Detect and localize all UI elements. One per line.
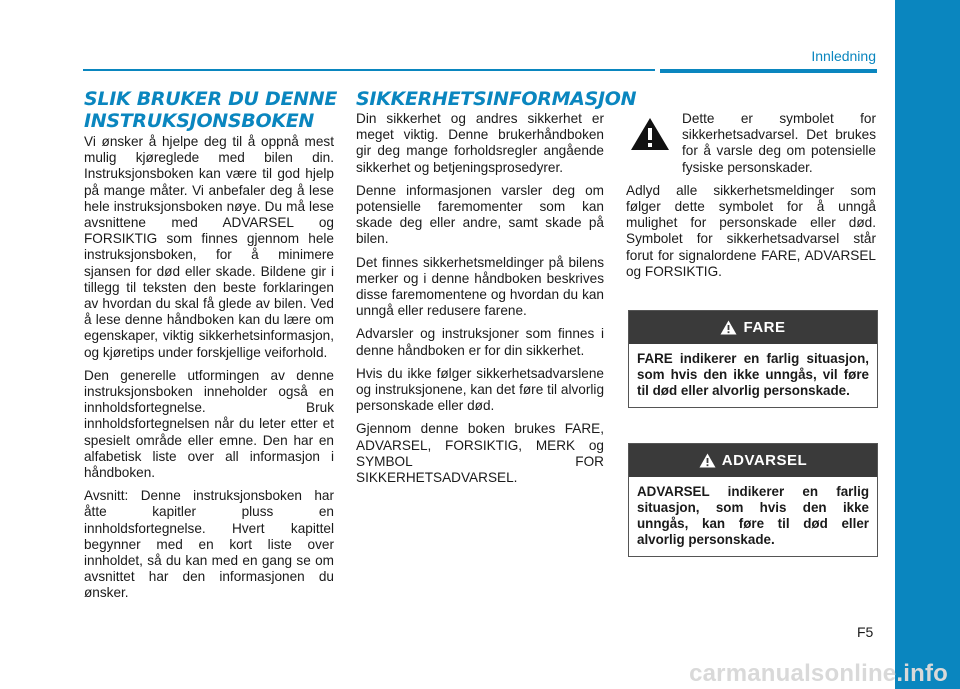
safety-symbol-text: Dette er symbolet for sikkerhetsadvarsel. Det brukes for å varsle deg om potensielle fysiske personskader. <box>682 111 876 175</box>
left-heading: SLIK BRUKER DU DENNE INSTRUKSJONSBOKEN <box>84 88 338 132</box>
warning-box-title: ADVARSEL <box>721 452 808 469</box>
left-paragraph: Den generelle utformingen av denne instruksjonsboken inneholder også en innholdsfortegnelse. Bruk innholdsfortegnelsen når du leter etter et spesielt område eller emne. Den har en alfabetisk liste over all informasjon i håndboken. <box>84 367 334 481</box>
warning-triangle-icon <box>699 453 716 468</box>
middle-column <box>356 111 604 493</box>
middle-paragraph: Denne informasjonen varsler deg om potensielle faremomenter som kan skade deg eller andre, samt skade på bilen. <box>356 182 604 247</box>
middle-paragraph: Hvis du ikke følger sikkerhetsadvarslene og instruksjonene, kan det føre til alvorlig personskade eller død. <box>356 365 604 414</box>
chapter-side-bar <box>895 0 960 689</box>
warning-triangle-icon <box>720 320 737 335</box>
middle-paragraph: Din sikkerhet og andres sikkerhet er meget viktig. Denne brukerhåndboken gir deg mange forholdsregler angående sikkerhet og betjeningsprosedyrer. <box>356 111 604 175</box>
warning-box <box>628 443 878 557</box>
middle-paragraph: Advarsler og instruksjoner som finnes i denne håndboken er for din sikkerhet. <box>356 326 604 358</box>
middle-paragraph: Gjennom denne boken brukes FARE, ADVARSEL, FORSIKTIG, MERK og SYMBOL FOR SIKKERHETSADVARSEL. <box>356 421 604 486</box>
middle-heading: SIKKERHETSINFORMASJON <box>356 88 637 110</box>
middle-paragraph: Det finnes sikkerhetsmeldinger på bilens merker og i denne håndboken beskrives disse faremomentene og hvordan du kan unngå eller redusere farene. <box>356 254 604 319</box>
danger-box-title: FARE <box>743 319 786 336</box>
right-column <box>626 111 876 280</box>
page-number: F5 <box>857 624 874 640</box>
header-rule <box>83 69 655 71</box>
left-paragraph: Avsnitt: Denne instruksjonsboken har åtte kapitler pluss en innholdsfortegnelse. Hvert kapittel begynner med en kort liste over innholdet, så du kan med en gang se om avsnittet har den informasjonen du ønsker. <box>84 488 334 601</box>
safety-symbol-row <box>626 111 876 176</box>
watermark: carmanualsonline.info <box>689 660 948 687</box>
danger-box-header <box>629 311 877 344</box>
danger-box-text: FARE indikerer en farlig situasjon, som hvis den ikke unngås, vil føre til død eller alvorlig personskade. <box>637 351 869 398</box>
left-paragraph: Vi ønsker å hjelpe deg til å oppnå mest mulig kjøreglede med bilen din. Instruksjonsboken kan være til god hjelp på mange måter. Vi anbefaler deg å lese hele instruksjonsboken nøye. Du må lese avsnittene med ADVARSEL og FORSIKTIG som finnes gjennom hele instruksjonsboken, for å minimere sjansen for død eller skade. Bildene gir i tillegg til teksten den beste forklaringen av hvordan du skal få glede av bilen. Ved å lese denne håndboken kan du lære om egenskaper, viktig sikkerhetsinformasjon, og kjøretips under forskjellige veiforhold. <box>84 134 334 360</box>
section-title: Innledning <box>811 48 876 64</box>
left-column <box>84 134 334 609</box>
right-paragraph: Adlyd alle sikkerhetsmeldinger som følger dette symbolet for å unngå mulighet for personskade eller død. Symbolet for sikkerhetsadvarsel står forut for signalordene FARE, ADVARSEL og FORSIKTIG. <box>626 182 876 279</box>
header-rule-accent <box>660 69 877 73</box>
warning-box-header <box>629 444 877 477</box>
danger-box <box>628 310 878 408</box>
warning-triangle-icon <box>630 117 670 151</box>
warning-box-text: ADVARSEL indikerer en farlig situasjon, som hvis den ikke unngås, kan føre til død eller alvorlig personskade. <box>637 484 869 547</box>
